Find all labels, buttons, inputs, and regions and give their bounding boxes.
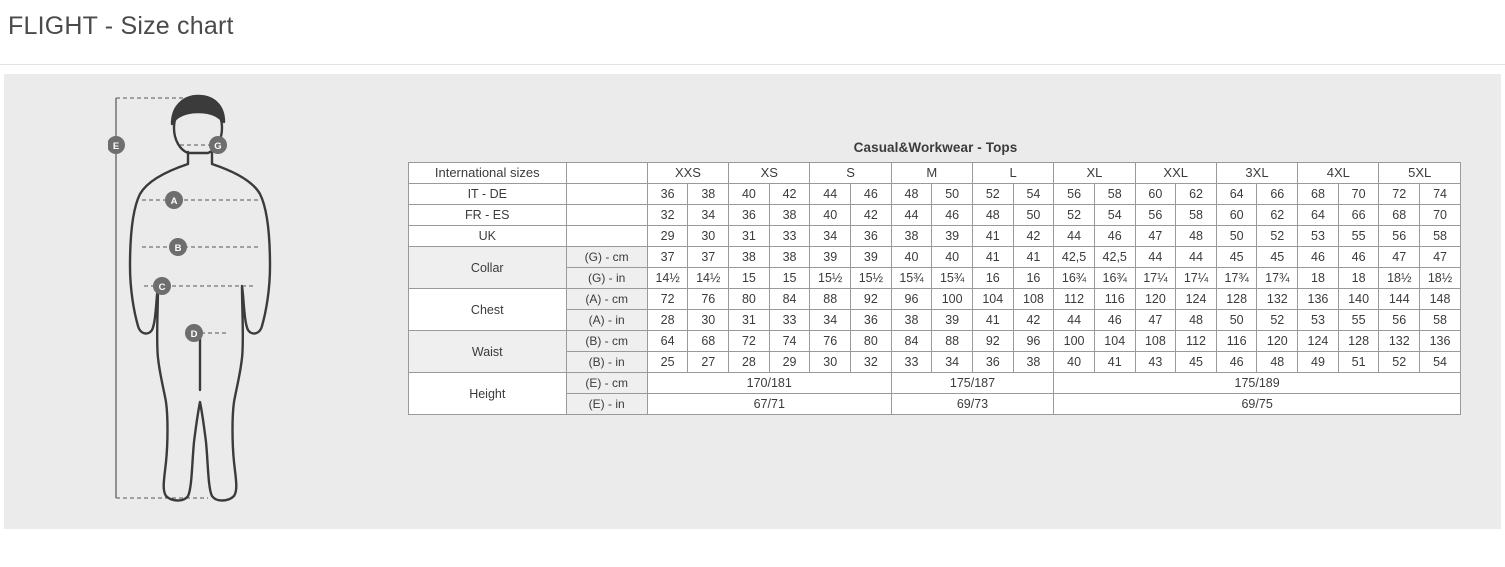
cell: 112 [1054,289,1095,310]
header-divider [0,64,1505,65]
cell: 36 [647,184,688,205]
table-row [409,352,1461,373]
cell: 45 [1176,352,1217,373]
cell: 44 [891,205,932,226]
cell: 43 [1135,352,1176,373]
cell: 36 [972,352,1013,373]
cell: 56 [1379,226,1420,247]
table-row [409,289,1461,310]
cell: 16¾ [1094,268,1135,289]
table-header-row [409,163,1461,184]
cell: 47 [1135,226,1176,247]
size-chart-table [408,162,1461,415]
cell: 41 [972,226,1013,247]
cell: 18½ [1379,268,1420,289]
cell: 42 [1013,226,1054,247]
cell: 51 [1338,352,1379,373]
cell: 136 [1298,289,1339,310]
cell: 116 [1216,331,1257,352]
cell: 54 [1094,205,1135,226]
cell: 28 [647,310,688,331]
svg-text:C: C [158,282,166,293]
row-unit-height-in: (E) - in [566,394,647,415]
header-size-xl: XL [1054,163,1135,184]
cell: 40 [729,184,770,205]
header-international-sizes: International sizes [409,163,567,184]
row-unit-height-cm: (E) - cm [566,373,647,394]
cell: 144 [1379,289,1420,310]
cell: 68 [688,331,729,352]
cell-height-group: 67/71 [647,394,891,415]
row-unit-waist-in: (B) - in [566,352,647,373]
svg-text:G: G [214,141,222,152]
cell: 37 [688,247,729,268]
cell: 45 [1216,247,1257,268]
cell: 33 [891,352,932,373]
svg-text:D: D [190,329,198,340]
table-header [409,163,1461,184]
cell: 48 [1176,310,1217,331]
cell: 52 [972,184,1013,205]
cell: 40 [891,247,932,268]
cell: 53 [1298,310,1339,331]
cell: 34 [932,352,973,373]
cell: 54 [1013,184,1054,205]
cell: 36 [851,226,892,247]
cell: 72 [729,331,770,352]
cell: 100 [932,289,973,310]
cell: 44 [1176,247,1217,268]
cell: 44 [1054,310,1095,331]
cell: 32 [647,205,688,226]
cell: 46 [851,184,892,205]
header-size-m: M [891,163,972,184]
cell: 44 [1135,247,1176,268]
cell: 38 [1013,352,1054,373]
cell: 47 [1420,247,1461,268]
header-size-xxs: XXS [647,163,728,184]
cell: 30 [688,310,729,331]
cell: 60 [1216,205,1257,226]
svg-text:B: B [174,243,182,254]
cell: 92 [851,289,892,310]
cell: 128 [1338,331,1379,352]
cell: 30 [688,226,729,247]
cell: 44 [1054,226,1095,247]
cell: 47 [1135,310,1176,331]
cell: 14½ [688,268,729,289]
cell: 29 [647,226,688,247]
header-size-xxl: XXL [1135,163,1216,184]
cell: 136 [1420,331,1461,352]
cell: 47 [1379,247,1420,268]
cell: 56 [1379,310,1420,331]
cell: 55 [1338,226,1379,247]
cell: 39 [810,247,851,268]
cell: 33 [769,310,810,331]
cell: 38 [891,226,932,247]
row-label-fr-es: FR - ES [409,205,567,226]
cell: 48 [972,205,1013,226]
cell: 41 [1094,352,1135,373]
cell: 148 [1420,289,1461,310]
cell: 120 [1257,331,1298,352]
table-body [409,184,1461,415]
cell: 58 [1420,310,1461,331]
cell: 15¾ [932,268,973,289]
row-unit-chest-cm: (A) - cm [566,289,647,310]
cell: 34 [688,205,729,226]
cell: 45 [1257,247,1298,268]
cell: 100 [1054,331,1095,352]
body-measurement-figure [108,90,338,510]
header-size-5xl: 5XL [1379,163,1461,184]
cell: 34 [810,310,851,331]
cell: 88 [810,289,851,310]
cell: 16 [972,268,1013,289]
row-unit-fr-es [566,205,647,226]
cell: 28 [729,352,770,373]
cell: 44 [810,184,851,205]
cell: 41 [972,310,1013,331]
cell: 32 [851,352,892,373]
cell: 48 [1176,226,1217,247]
cell: 64 [1298,205,1339,226]
header-size-4xl: 4XL [1298,163,1379,184]
cell: 18 [1298,268,1339,289]
cell: 50 [1013,205,1054,226]
size-chart-table-wrap [408,140,1463,415]
cell: 30 [810,352,851,373]
row-label-chest: Chest [409,289,567,331]
cell: 52 [1257,226,1298,247]
cell: 18 [1338,268,1379,289]
cell: 39 [932,310,973,331]
cell: 108 [1135,331,1176,352]
cell: 140 [1338,289,1379,310]
cell: 17¼ [1135,268,1176,289]
cell: 42,5 [1094,247,1135,268]
table-row [409,394,1461,415]
cell: 50 [1216,226,1257,247]
cell: 92 [972,331,1013,352]
table-row [409,268,1461,289]
page-header [0,0,1505,65]
cell: 80 [729,289,770,310]
cell: 72 [1379,184,1420,205]
cell: 46 [1094,310,1135,331]
row-unit-uk [566,226,647,247]
cell: 70 [1338,184,1379,205]
cell: 132 [1257,289,1298,310]
cell: 40 [1054,352,1095,373]
cell: 41 [972,247,1013,268]
cell: 68 [1298,184,1339,205]
cell: 15¾ [891,268,932,289]
row-unit-waist-cm: (B) - cm [566,331,647,352]
row-label-uk: UK [409,226,567,247]
table-row [409,226,1461,247]
cell-height-group: 69/75 [1054,394,1461,415]
cell: 39 [932,226,973,247]
cell: 46 [1298,247,1339,268]
header-size-l: L [972,163,1053,184]
cell: 66 [1257,184,1298,205]
row-unit-collar-in: (G) - in [566,268,647,289]
cell: 16 [1013,268,1054,289]
cell: 37 [647,247,688,268]
cell: 124 [1176,289,1217,310]
header-size-xs: XS [729,163,810,184]
cell: 52 [1379,352,1420,373]
cell: 14½ [647,268,688,289]
cell: 17¼ [1176,268,1217,289]
cell: 96 [1013,331,1054,352]
row-label-it-de: IT - DE [409,184,567,205]
cell: 58 [1420,226,1461,247]
cell: 46 [1216,352,1257,373]
cell: 68 [1379,205,1420,226]
cell: 36 [851,310,892,331]
header-size-3xl: 3XL [1216,163,1297,184]
cell: 42 [769,184,810,205]
cell: 39 [851,247,892,268]
cell: 48 [891,184,932,205]
cell: 53 [1298,226,1339,247]
cell: 17¾ [1216,268,1257,289]
row-label-waist: Waist [409,331,567,373]
cell: 31 [729,226,770,247]
cell: 76 [810,331,851,352]
cell: 38 [769,247,810,268]
table-row [409,184,1461,205]
svg-text:A: A [170,196,178,207]
cell: 50 [932,184,973,205]
row-label-height: Height [409,373,567,415]
cell: 25 [647,352,688,373]
cell: 64 [647,331,688,352]
cell: 42,5 [1054,247,1095,268]
row-unit-chest-in: (A) - in [566,310,647,331]
table-row [409,247,1461,268]
table-row [409,331,1461,352]
cell: 42 [1013,310,1054,331]
cell: 33 [769,226,810,247]
cell: 16¾ [1054,268,1095,289]
cell: 96 [891,289,932,310]
cell: 29 [769,352,810,373]
cell: 15½ [851,268,892,289]
cell: 48 [1257,352,1298,373]
cell-height-group: 69/73 [891,394,1054,415]
row-label-collar: Collar [409,247,567,289]
svg-text:E: E [112,141,120,152]
cell: 56 [1054,184,1095,205]
cell: 128 [1216,289,1257,310]
row-unit-it-de [566,184,647,205]
table-row [409,310,1461,331]
cell: 41 [1013,247,1054,268]
cell: 104 [972,289,1013,310]
table-row [409,205,1461,226]
cell: 46 [1338,247,1379,268]
cell: 124 [1298,331,1339,352]
cell: 54 [1420,352,1461,373]
cell: 58 [1094,184,1135,205]
cell: 62 [1176,184,1217,205]
cell: 49 [1298,352,1339,373]
cell: 74 [1420,184,1461,205]
header-unit-blank [566,163,647,184]
size-chart-panel [4,74,1501,529]
cell: 36 [729,205,770,226]
cell-height-group: 175/187 [891,373,1054,394]
header-size-s: S [810,163,891,184]
cell: 15 [729,268,770,289]
cell: 40 [810,205,851,226]
cell-height-group: 175/189 [1054,373,1461,394]
table-row [409,373,1461,394]
cell: 18½ [1420,268,1461,289]
cell: 74 [769,331,810,352]
cell: 132 [1379,331,1420,352]
cell: 120 [1135,289,1176,310]
row-unit-collar-cm: (G) - cm [566,247,647,268]
cell: 108 [1013,289,1054,310]
cell: 38 [688,184,729,205]
cell: 38 [769,205,810,226]
cell: 70 [1420,205,1461,226]
cell: 31 [729,310,770,331]
cell: 66 [1338,205,1379,226]
cell: 80 [851,331,892,352]
cell: 27 [688,352,729,373]
cell: 112 [1176,331,1217,352]
cell: 17¾ [1257,268,1298,289]
page-title: FLIGHT - Size chart [8,12,234,40]
cell: 52 [1054,205,1095,226]
cell: 40 [932,247,973,268]
cell: 15 [769,268,810,289]
cell: 64 [1216,184,1257,205]
cell: 84 [769,289,810,310]
cell: 55 [1338,310,1379,331]
cell: 56 [1135,205,1176,226]
cell: 52 [1257,310,1298,331]
cell: 15½ [810,268,851,289]
cell: 34 [810,226,851,247]
cell: 42 [851,205,892,226]
cell: 38 [891,310,932,331]
cell: 88 [932,331,973,352]
cell: 76 [688,289,729,310]
cell: 104 [1094,331,1135,352]
cell: 50 [1216,310,1257,331]
cell: 58 [1176,205,1217,226]
cell: 84 [891,331,932,352]
cell: 116 [1094,289,1135,310]
cell: 46 [932,205,973,226]
cell: 46 [1094,226,1135,247]
cell: 60 [1135,184,1176,205]
cell-height-group: 170/181 [647,373,891,394]
cell: 62 [1257,205,1298,226]
cell: 72 [647,289,688,310]
cell: 38 [729,247,770,268]
chart-title: Casual&Workwear - Tops [853,140,1018,155]
